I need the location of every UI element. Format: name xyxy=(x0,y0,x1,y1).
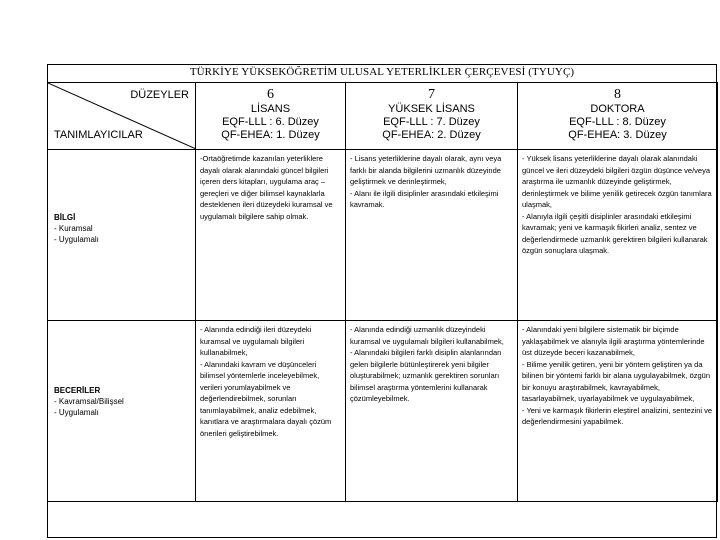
level-header-7 xyxy=(346,83,518,150)
table-cell xyxy=(518,150,718,321)
level-number: 7 xyxy=(428,87,435,102)
qf-level: QF-EHEA: 2. Düzey xyxy=(382,129,481,141)
table-cell xyxy=(518,321,718,502)
table-row-knowledge xyxy=(48,150,718,321)
eqf-level: EQF-LLL : 6. Düzey xyxy=(222,116,319,128)
qf-level: QF-EHEA: 1. Düzey xyxy=(221,129,320,141)
level-number: 6 xyxy=(267,87,274,102)
level-name: YÜKSEK LİSANS xyxy=(388,103,475,115)
eqf-level: EQF-LLL : 8. Düzey xyxy=(569,116,666,128)
table-cell xyxy=(196,321,346,502)
level-header-8 xyxy=(518,83,718,150)
table-cell xyxy=(346,321,518,502)
cell-text: -Ortaöğretimde kazanılan yeterliklere dayalı olarak alanındaki güncel bilgileri içeren ders kitapları, uygulama araç – gereçleri ve diğer bilimsel kaynaklarla desteklenen ileri düzeydeki kuramsal ve uygulamalı bilgilere sahip olmak. xyxy=(200,154,333,221)
cell-text: - Alanındaki yeni bilgilere sistematik bir biçimde yaklaşabilmek ve alanıyla ilgili araştırma yöntemlerinde üst düzeyde beceri kazanabilmek, - Bilime yenilik getiren, yeni bir yöntem geliştiren ya da bilinen bir yöntemi farklı bir alana uygulayabilmek, özgün bir konuyu araştırabilmek, kavrayabilmek, tasarlayabilmek, uyarlayabilmek ve uygulayabilmek, - Yeni ve karmaşık fikirlerin eleştirel analizini, sentezini ve değerlendirmesini yapabilmek. xyxy=(522,325,713,426)
row-label xyxy=(54,385,124,418)
eqf-level: EQF-LLL : 7. Düzey xyxy=(383,116,480,128)
row-heading: BECERİLER xyxy=(54,386,101,395)
descriptors-label: TANIMLAYICILAR xyxy=(54,129,143,141)
levels-label: DÜZEYLER xyxy=(130,89,189,101)
row-sub-applied: - Uygulamalı xyxy=(54,235,99,244)
level-header-6 xyxy=(196,83,346,150)
row-label-cell xyxy=(48,321,196,502)
page-title: TÜRKİYE YÜKSEKÖĞRETİM ULUSAL YETERLİKLER ÇERÇEVESİ (TYUYÇ) xyxy=(189,66,575,78)
cell-text: - Alanında edindiği ileri düzeydeki kuramsal ve uygulamalı bilgileri kullanabilmek, - Alanındaki kavram ve düşünceleri bilimsel yöntemlerle inceleyebilmek, verileri yorumlayabilmek ve değerlendirebilmek, sorunları tanımlayabilmek, analiz edebilmek, kanıtlara ve araştırmalara dayalı çözüm önerileri geliştirebilmek. xyxy=(200,325,332,438)
row-heading: BİLGİ xyxy=(54,213,76,222)
table-cell xyxy=(346,150,518,321)
level-number: 8 xyxy=(614,87,621,102)
table-cell xyxy=(196,150,346,321)
header-row xyxy=(48,83,718,150)
row-label xyxy=(54,212,99,245)
level-name: LİSANS xyxy=(250,103,291,115)
row-sub-theoretical: - Kuramsal xyxy=(54,224,93,233)
qf-level: QF-EHEA: 3. Düzey xyxy=(568,129,667,141)
cell-text: - Lisans yeterliklerine dayalı olarak, aynı veya farklı bir alanda bilgilerini uzmanlık düzeyinde geliştirmek ve derinleştirmek, - Alanı ile ilgili disiplinler arasındaki etkileşimi kavramak. xyxy=(350,154,502,209)
qualifications-table xyxy=(47,82,718,502)
table-row-skills xyxy=(48,321,718,502)
row-label-cell xyxy=(48,150,196,321)
cell-text: - Yüksek lisans yeterliklerine dayalı olarak alanındaki güncel ve ileri düzeydeki bilgileri özgün düşünce ve/veya araştırma ile uzmanlık düzeyinde geliştirmek, derinleştirmek ve bilime yenilik getirecek özgün tanımlara ulaşmak, - Alanıyla ilgili çeşitli disiplinler arasındaki etkileşimi kavramak; yeni ve karmaşık fikirleri analiz, sentez ve değerlendirmede uzmanlık gerektiren bilgileri kullanarak özgün sonuçlara ulaşmak. xyxy=(522,154,712,255)
row-sub-applied: - Uygulamalı xyxy=(54,408,99,417)
cell-text: - Alanında edindiği uzmanlık düzeyindeki kuramsal ve uygulamalı bilgileri kullanabilmek, - Alanındaki bilgileri farklı disiplin alanlarından gelen bilgilerle bütünleştirerek yeni bilgiler oluşturabilmek; uzmanlık gerektiren sorunları bilimsel araştırma yöntemlerini kullanarak çözümleyebilmek. xyxy=(350,325,504,403)
row-sub-conceptual: - Kavramsal/Bilişsel xyxy=(54,397,124,406)
corner-cell xyxy=(48,83,196,150)
level-name: DOKTORA xyxy=(590,103,645,115)
